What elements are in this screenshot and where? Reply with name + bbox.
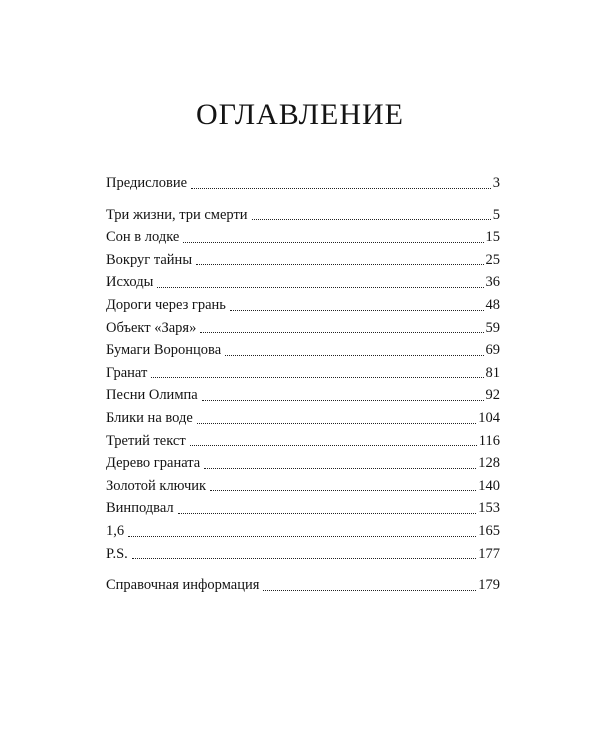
dot-leader bbox=[225, 354, 483, 356]
toc-entry bbox=[106, 271, 500, 294]
toc-entry bbox=[106, 574, 500, 597]
toc-entry bbox=[106, 497, 500, 520]
dot-leader bbox=[128, 535, 476, 537]
dot-leader bbox=[197, 422, 476, 424]
toc-entry-title: Три жизни, три смерти bbox=[106, 206, 248, 223]
toc-entry-title: Песни Олимпа bbox=[106, 387, 198, 404]
toc-entry bbox=[106, 407, 500, 430]
toc-entry-title: P.S. bbox=[106, 545, 128, 562]
table-of-contents bbox=[106, 172, 500, 597]
toc-entry-title: Объект «Заря» bbox=[106, 319, 197, 336]
dot-leader bbox=[151, 376, 483, 378]
toc-entry-title: 1,6 bbox=[106, 522, 125, 539]
page-title: ОГЛАВЛЕНИЕ bbox=[196, 98, 404, 131]
dot-leader bbox=[157, 286, 483, 288]
toc-entry bbox=[106, 543, 500, 566]
toc-entry-title: Гранат bbox=[106, 364, 148, 381]
toc-entry-title: Винподвал bbox=[106, 500, 174, 517]
toc-entry bbox=[106, 452, 500, 475]
toc-entry-title: Предисловие bbox=[106, 175, 188, 191]
dot-leader bbox=[190, 444, 477, 446]
toc-entry-page: 177 bbox=[478, 545, 500, 562]
dot-leader bbox=[191, 187, 491, 189]
toc-entry bbox=[106, 430, 500, 453]
dot-leader bbox=[252, 218, 491, 220]
toc-entry-page: 92 bbox=[485, 387, 500, 404]
toc-entry-page: 5 bbox=[492, 206, 500, 223]
dot-leader bbox=[202, 399, 484, 401]
toc-entry-title: Дороги через грань bbox=[106, 296, 226, 313]
toc-entry bbox=[106, 172, 500, 195]
toc-entry-page: 165 bbox=[478, 522, 500, 539]
toc-entry-page: 179 bbox=[478, 577, 500, 594]
toc-entry bbox=[106, 294, 500, 317]
toc-entry-title: Дерево граната bbox=[106, 455, 201, 472]
toc-entry-page: 128 bbox=[478, 455, 500, 472]
dot-leader bbox=[132, 557, 476, 559]
toc-entry-title: Сон в лодке bbox=[106, 229, 180, 246]
toc-entry bbox=[106, 226, 500, 249]
dot-leader bbox=[196, 263, 483, 265]
toc-entry bbox=[106, 520, 500, 543]
dot-leader bbox=[204, 467, 476, 469]
toc-entry bbox=[106, 384, 500, 407]
toc-entry-title: Блики на воде bbox=[106, 409, 193, 426]
toc-entry bbox=[106, 249, 500, 272]
dot-leader bbox=[263, 589, 476, 591]
toc-entry bbox=[106, 204, 500, 227]
toc-entry-page: 36 bbox=[485, 274, 500, 291]
toc-entry-page: 69 bbox=[485, 342, 500, 359]
toc-entry-page: 3 bbox=[492, 175, 500, 191]
toc-entry-title: Справочная информация bbox=[106, 577, 260, 594]
toc-entry-page: 116 bbox=[478, 432, 500, 449]
toc-entry-title: Вокруг тайны bbox=[106, 251, 193, 268]
dot-leader bbox=[200, 331, 483, 333]
toc-entry bbox=[106, 475, 500, 498]
toc-entry-page: 25 bbox=[485, 251, 500, 268]
toc-entry-title: Третий текст bbox=[106, 432, 186, 449]
dot-leader bbox=[183, 241, 483, 243]
toc-entry-title: Исходы bbox=[106, 274, 154, 291]
toc-entry-title: Бумаги Воронцова bbox=[106, 342, 222, 359]
toc-entry-page: 153 bbox=[478, 500, 500, 517]
toc-entry-page: 140 bbox=[478, 477, 500, 494]
toc-entry-title: Золотой ключик bbox=[106, 477, 207, 494]
toc-entry-page: 104 bbox=[478, 409, 500, 426]
toc-entry-page: 81 bbox=[485, 364, 500, 381]
toc-entry-page: 59 bbox=[485, 319, 500, 336]
toc-entry bbox=[106, 362, 500, 385]
toc-entry bbox=[106, 317, 500, 340]
toc-entry-page: 15 bbox=[485, 229, 500, 246]
toc-entry bbox=[106, 339, 500, 362]
toc-entry-page: 48 bbox=[485, 296, 500, 313]
dot-leader bbox=[210, 489, 476, 491]
dot-leader bbox=[178, 512, 477, 514]
dot-leader bbox=[230, 309, 484, 311]
